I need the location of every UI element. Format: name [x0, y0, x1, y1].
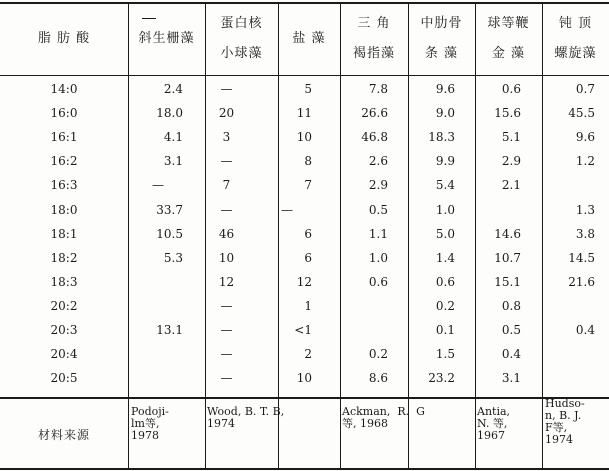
table-cell: 0.7 — [575, 82, 595, 96]
header-species: 中肋骨 — [420, 16, 463, 31]
table-cell: — — [220, 299, 233, 313]
table-cell: 33.7 — [156, 203, 183, 217]
table-cell: 1.1 — [368, 227, 388, 241]
header-rule — [0, 75, 609, 76]
table-cell: 9.0 — [435, 106, 455, 120]
table-cell: 0.2 — [435, 299, 455, 313]
table-cell: 12 — [296, 275, 312, 289]
header-mark — [142, 18, 156, 19]
fatty-acid-label: 20:4 — [50, 347, 78, 361]
table-cell: 0.5 — [368, 203, 388, 217]
table-cell: 15.6 — [494, 106, 521, 120]
table-cell: 18.3 — [428, 130, 455, 144]
table-cell: — — [152, 178, 164, 192]
table-cell: 10.7 — [494, 251, 521, 265]
table-cell: 20 — [218, 106, 235, 120]
table-cell: 14.6 — [494, 227, 521, 241]
table-cell: 4.1 — [163, 130, 183, 144]
header-species-line2: 条 藻 — [424, 46, 459, 61]
source-citation: Ackman, R. G 等, 1968 — [342, 405, 425, 430]
fatty-acid-label: 16:1 — [50, 130, 78, 144]
header-species-line2: 褐指藻 — [352, 46, 395, 61]
table-cell: 2 — [304, 347, 312, 361]
table-cell: 1.0 — [435, 203, 455, 217]
table-cell: 10 — [218, 251, 235, 265]
fatty-acid-label: 16:3 — [50, 178, 78, 192]
table-cell: — — [281, 203, 293, 217]
table-cell: <1 — [294, 323, 312, 337]
table-cell: 0.6 — [435, 275, 455, 289]
table-cell: 2.4 — [163, 82, 183, 96]
source-citation: Hudso- n, B. J. F等, 1974 — [545, 397, 585, 446]
header-species: 钝 顶 — [558, 16, 593, 31]
header-fatty-acid: 脂 肪 酸 — [37, 31, 91, 46]
table-cell: 0.4 — [501, 347, 521, 361]
table-cell: 2.9 — [368, 178, 388, 192]
fatty-acid-label: 18:3 — [50, 275, 78, 289]
table-cell: 9.9 — [435, 154, 455, 168]
table-cell: 10 — [296, 371, 312, 385]
table-cell: — — [220, 323, 233, 337]
table-cell: 0.6 — [368, 275, 388, 289]
header-species-line2: 金 藻 — [491, 46, 526, 61]
table-cell: 46 — [218, 227, 235, 241]
table-cell: 0.6 — [501, 82, 521, 96]
table-cell: 5 — [304, 82, 312, 96]
header-species: 盐 藻 — [292, 31, 326, 46]
header-species: 三 角 — [357, 16, 391, 31]
table-cell: 0.8 — [501, 299, 521, 313]
table-cell: — — [220, 154, 233, 168]
table-cell: 7.8 — [368, 82, 388, 96]
table-cell: — — [220, 203, 233, 217]
fatty-acid-label: 20:3 — [50, 323, 78, 337]
header-species-line2: 小球藻 — [220, 46, 263, 61]
table-cell: 3.1 — [163, 154, 183, 168]
table-cell: 6 — [304, 227, 312, 241]
table-cell: 6 — [304, 251, 312, 265]
source-citation: Wood, B. T. B, 1974 — [207, 405, 285, 430]
table-cell: 5.0 — [435, 227, 455, 241]
source-rule — [0, 397, 609, 399]
table-cell: 46.8 — [361, 130, 388, 144]
table-cell: 14.5 — [568, 251, 595, 265]
table-cell: 3.8 — [575, 227, 595, 241]
source-citation: Antia, N. 等, 1967 — [477, 405, 511, 442]
table-cell: 1.4 — [435, 251, 455, 265]
table-cell: 7 — [304, 178, 312, 192]
table-cell: 5.1 — [501, 130, 521, 144]
table-cell: — — [220, 371, 233, 385]
table-cell: 1.5 — [435, 347, 455, 361]
header-species: 球等鞭 — [487, 16, 530, 31]
table-cell: 10 — [296, 130, 312, 144]
fatty-acid-label: 14:0 — [50, 82, 78, 96]
fatty-acid-label: 20:2 — [50, 299, 78, 313]
table-cell: 8.6 — [368, 371, 388, 385]
table-cell: 0.4 — [575, 323, 595, 337]
table-cell: 0.2 — [368, 347, 388, 361]
fatty-acid-label: 16:0 — [50, 106, 78, 120]
table-cell: 0.1 — [435, 323, 455, 337]
table-cell: 7 — [222, 178, 231, 192]
source-citation: Podoji- lm等, 1978 — [131, 405, 169, 442]
fatty-acid-label: 20:5 — [50, 371, 78, 385]
table-cell: 1.0 — [368, 251, 388, 265]
table-cell: 23.2 — [428, 371, 455, 385]
table-cell: 3.1 — [501, 371, 521, 385]
table-cell: 5.3 — [163, 251, 183, 265]
fatty-acid-label: 18:1 — [50, 227, 78, 241]
table-cell: 18.0 — [156, 106, 183, 120]
table-cell: 9.6 — [575, 130, 595, 144]
table-cell: 15.1 — [494, 275, 521, 289]
table-cell: 13.1 — [156, 323, 183, 337]
table-cell: 2.6 — [368, 154, 388, 168]
table-cell: 3 — [222, 130, 231, 144]
header-species: 蛋白核 — [220, 16, 263, 31]
table-cell: 12 — [218, 275, 235, 289]
table-cell: 10.5 — [156, 227, 183, 241]
table-cell: 1 — [304, 299, 312, 313]
table-cell: 8 — [304, 154, 312, 168]
table-cell: 21.6 — [568, 275, 595, 289]
table-cell: — — [220, 82, 233, 96]
table-cell: 11 — [296, 106, 312, 120]
table-cell: 2.1 — [501, 178, 521, 192]
table-cell: 2.9 — [501, 154, 521, 168]
table-cell: 1.3 — [575, 203, 595, 217]
top-rule — [0, 2, 609, 4]
table-cell: 5.4 — [435, 178, 455, 192]
table-cell: 45.5 — [568, 106, 595, 120]
table-cell: 26.6 — [361, 106, 388, 120]
header-species: 斜生栅藻 — [138, 31, 195, 46]
fatty-acid-label: 16:2 — [50, 154, 78, 168]
table-cell: — — [220, 347, 233, 361]
fatty-acid-label: 18:2 — [50, 251, 78, 265]
table-cell: 9.6 — [435, 82, 455, 96]
table-cell: 0.5 — [501, 323, 521, 337]
header-species-line2: 螺旋藻 — [554, 46, 597, 61]
bottom-rule — [0, 468, 609, 470]
fatty-acid-label: 18:0 — [50, 203, 78, 217]
source-label: 材料来源 — [37, 428, 90, 442]
table-cell: 1.2 — [575, 154, 595, 168]
